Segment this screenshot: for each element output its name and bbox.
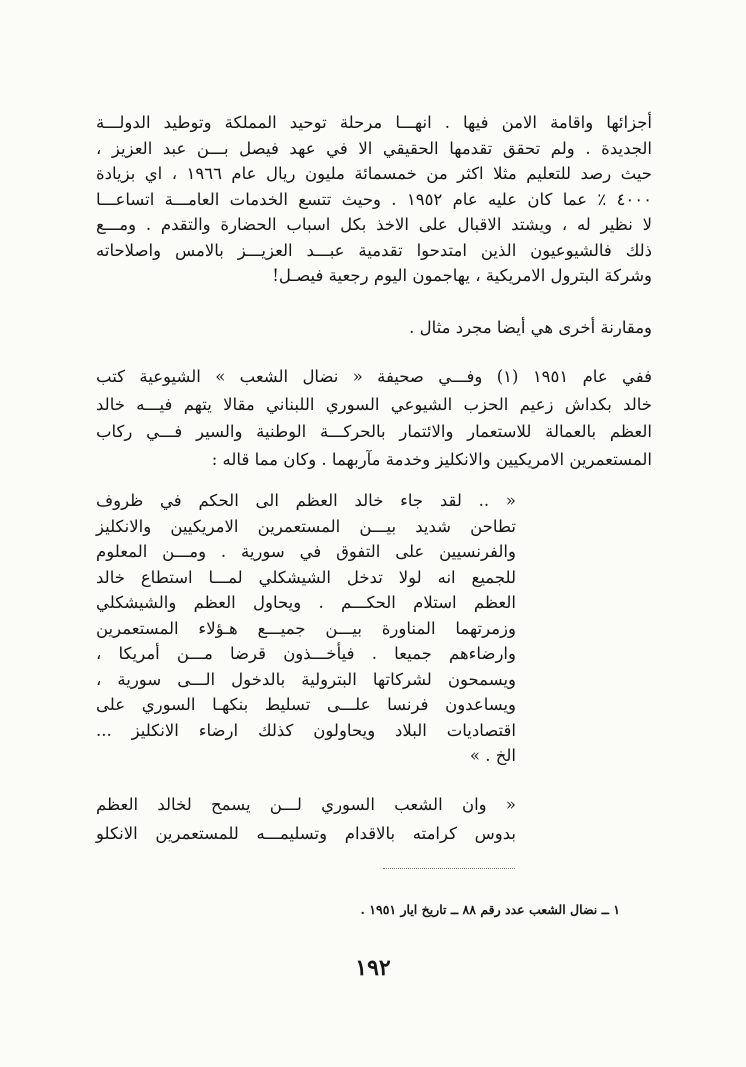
text-line: خالد بكداش زعيم الحزب الشيوعي السوري اللبناني مقالا يتهم فيـــه خالد (96, 394, 652, 414)
page-number: ١٩٢ (355, 955, 391, 981)
quote-line: وزمرتهما المناورة بيـــن جميـــع هـؤلاء المستعمرين (96, 618, 516, 638)
block-quote-1 (96, 488, 516, 769)
block-quote-2 (96, 790, 516, 848)
quote-line: بدوس كرامته بالاقدام وتسليمـــه للمستعمرين الانكلو (96, 824, 516, 843)
quote-line: ويساعدون فرنسا علـــى تسليط بنكهـا السوري على (96, 695, 516, 714)
text-line: ٤٠٠٠ ٪ عما كان عليه عام ١٩٥٢ . وحيث تتسع الخدمات العامـــة اتساعـــا (96, 189, 653, 209)
quote-line: « .. لقد جاء خالد العظم الى الحكم في ظروف (96, 491, 516, 510)
paragraph-saudi-development (96, 110, 652, 289)
paragraph-another-comparison (96, 315, 652, 341)
text-line: ذلك فالشيوعيون الذين امتدحوا تقدمية عبـــد العزيـــز بالامس واصلاحاته (96, 240, 652, 260)
quote-line: « وان الشعب السوري لـــن يسمح لخالد العظم (96, 795, 516, 814)
text-line: لا نظير له ، ويشتد الاقبال على الاخذ بكل اسباب الحضارة والتقدم . ومـــع (96, 215, 652, 234)
text-line: حيث رصد للتعليم مثلا اكثر من خمسمائة مليون ريال عام ١٩٦٦ ، اي بزيادة (96, 164, 652, 183)
text-line: العظم بالعمالة للاستعمار والائتمار بالحركـــة الوطنية والسير فـــي ركاب (96, 422, 652, 441)
text-line: الجديدة . ولم تحقق تقدمها الحقيقي الا في عهد فيصل بـــن عبد العزيز ، (96, 138, 652, 158)
paragraph-bakdash-article (96, 363, 652, 473)
text-line: أجزائها واقامة الامن فيها . انهـــا مرحلة توحيد المملكة وتوطيد الدولـــة (96, 113, 652, 132)
text-line: ففي عام ١٩٥١ (١) وفـــي صحيفة « نضال الشعب » الشيوعية كتب (96, 367, 652, 386)
quote-line: الخ . » (469, 746, 516, 765)
text-line: وشركة البترول الامريكية ، يهاجمون اليوم رجعية فيصـل! (272, 266, 652, 285)
footnote: ١ ــ نضال الشعب عدد رقم ٨٨ ــ تاريخ ايار ١٩٥١ . (360, 902, 620, 917)
quote-line: تطاحن شديد بيـــن المستعمرين الامريكيين والانكليز (96, 516, 516, 536)
quote-line: اقتصاديات البلاد ويحاولون كذلك ارضاء الانكليز ... (96, 720, 516, 740)
quote-line: للجميع انه لولا تدخل الشيشكلي لمـــا استطاع خالد (96, 567, 516, 587)
text-line: ومقارنة أخرى هي أيضا مجرد مثال . (409, 318, 652, 337)
quote-line: والفرنسيين على التفوق في سورية . ومـــن المعلوم (96, 542, 516, 561)
quote-line: ويسمحون لشركاتها البترولية بالدخول الـــى سورية ، (96, 669, 516, 689)
quote-line: وارضاءهم جميعا . فيأخـــذون قرضا مـــن أمريكا ، (96, 644, 516, 663)
quote-line: العظم استلام الحكـــم . ويحاول العظم والشيشكلي (96, 593, 516, 612)
text-line: المستعمرين الامريكيين والانكليز وخدمة مآربهما . وكان مما قاله : (211, 449, 652, 469)
footnote-divider (383, 868, 515, 869)
